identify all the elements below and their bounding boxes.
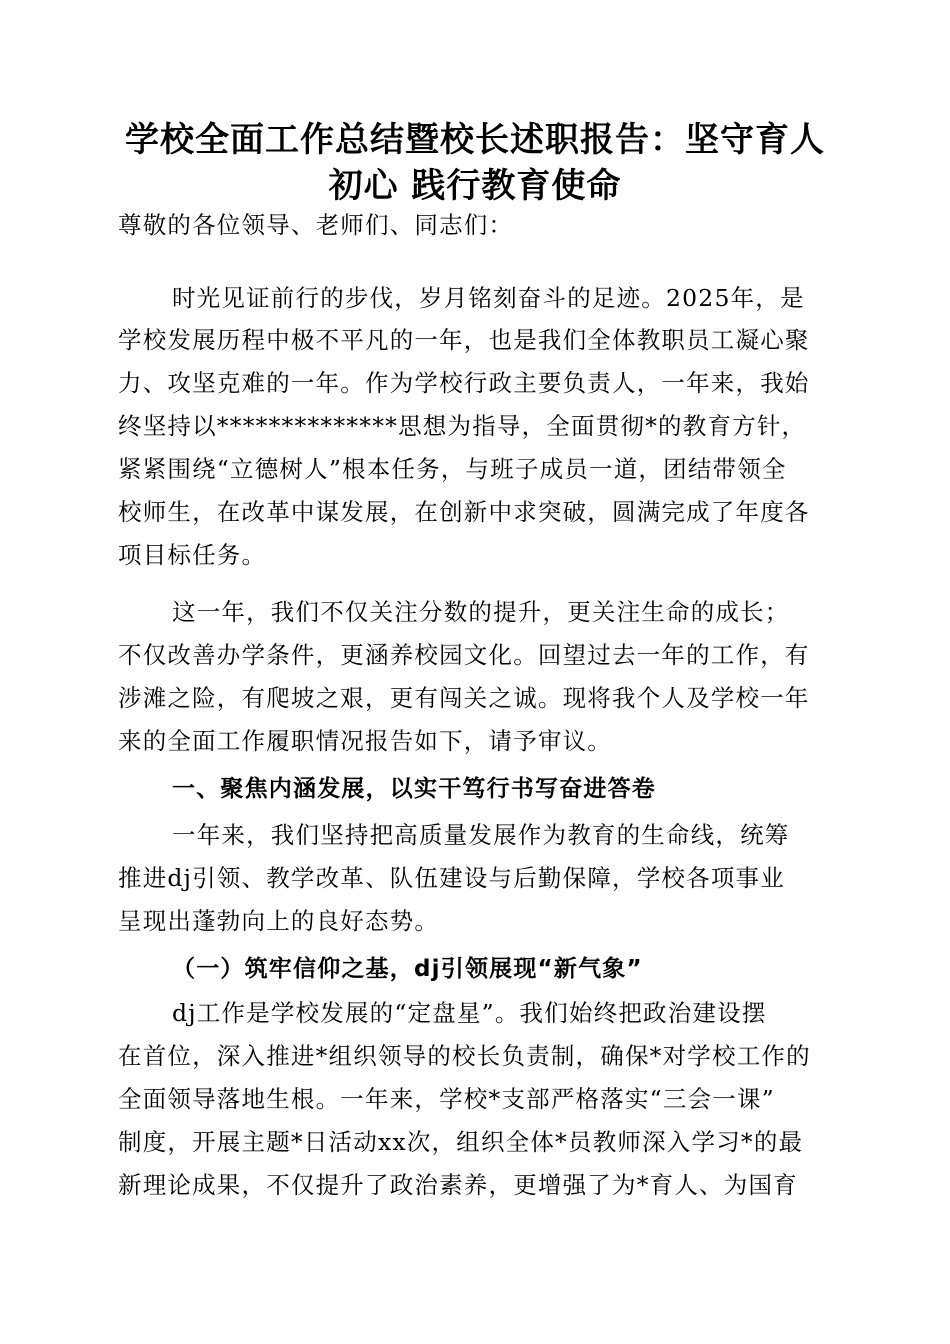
document-title-line-1: 学校全面工作总结暨校长述职报告：坚守育人 <box>125 120 825 160</box>
paragraph-line: 来的全面工作履职情况报告如下，请予审议。 <box>118 727 612 755</box>
paragraph-line: 校师生，在改革中谋发展，在创新中求突破，圆满完成了年度各 <box>118 498 810 526</box>
section-heading: 一、聚焦内涵发展，以实干笃行书写奋进答卷 <box>172 776 656 802</box>
paragraph-line: 这一年，我们不仅关注分数的提升，更关注生命的成长； <box>172 598 790 626</box>
paragraph-line: 新理论成果，不仅提升了政治素养，更增强了为*育人、为国育 <box>118 1171 798 1199</box>
paragraph-line: 在首位，深入推进*组织领导的校长负责制，确保*对学校工作的 <box>118 1042 811 1070</box>
paragraph-line: 涉滩之险，有爬坡之艰，更有闯关之诚。现将我个人及学校一年 <box>118 684 810 712</box>
greeting: 尊敬的各位领导、老师们、同志们： <box>118 211 514 239</box>
paragraph-line: 推进dj引领、教学改革、队伍建设与后勤保障，学校各项事业 <box>118 864 785 892</box>
paragraph-line: 紧紧围绕“立德树人”根本任务，与班子成员一道，团结带领全 <box>118 455 787 483</box>
paragraph-line: 学校发展历程中极不平凡的一年，也是我们全体教职员工凝心聚 <box>118 326 810 354</box>
subsection-heading: （一）筑牢信仰之基，dj引领展现“新气象” <box>172 956 643 982</box>
paragraph-line: 力、攻坚克难的一年。作为学校行政主要负责人，一年来，我始 <box>118 369 810 397</box>
paragraph-line: 时光见证前行的步伐，岁月铭刻奋斗的足迹。2025年，是 <box>172 284 805 312</box>
paragraph-line: 呈现出蓬勃向上的良好态势。 <box>118 907 440 935</box>
paragraph-line: 全面领导落地生根。一年来，学校*支部严格落实“三会一课” <box>118 1085 775 1113</box>
paragraph-line: dj工作是学校发展的“定盘星”。我们始终把政治建设摆 <box>172 999 767 1027</box>
paragraph-line: 一年来，我们坚持把高质量发展作为教育的生命线，统筹 <box>172 821 790 849</box>
paragraph-line: 项目标任务。 <box>118 541 267 569</box>
document-title-line-2: 初心 践行教育使命 <box>328 166 622 206</box>
paragraph-line: 不仅改善办学条件，更涵养校园文化。回望过去一年的工作，有 <box>118 641 810 669</box>
paragraph-line: 终坚持以**************思想为指导，全面贯彻*的教育方针， <box>118 412 807 440</box>
paragraph-line: 制度，开展主题*日活动xx次，组织全体*员教师深入学习*的最 <box>118 1128 804 1156</box>
